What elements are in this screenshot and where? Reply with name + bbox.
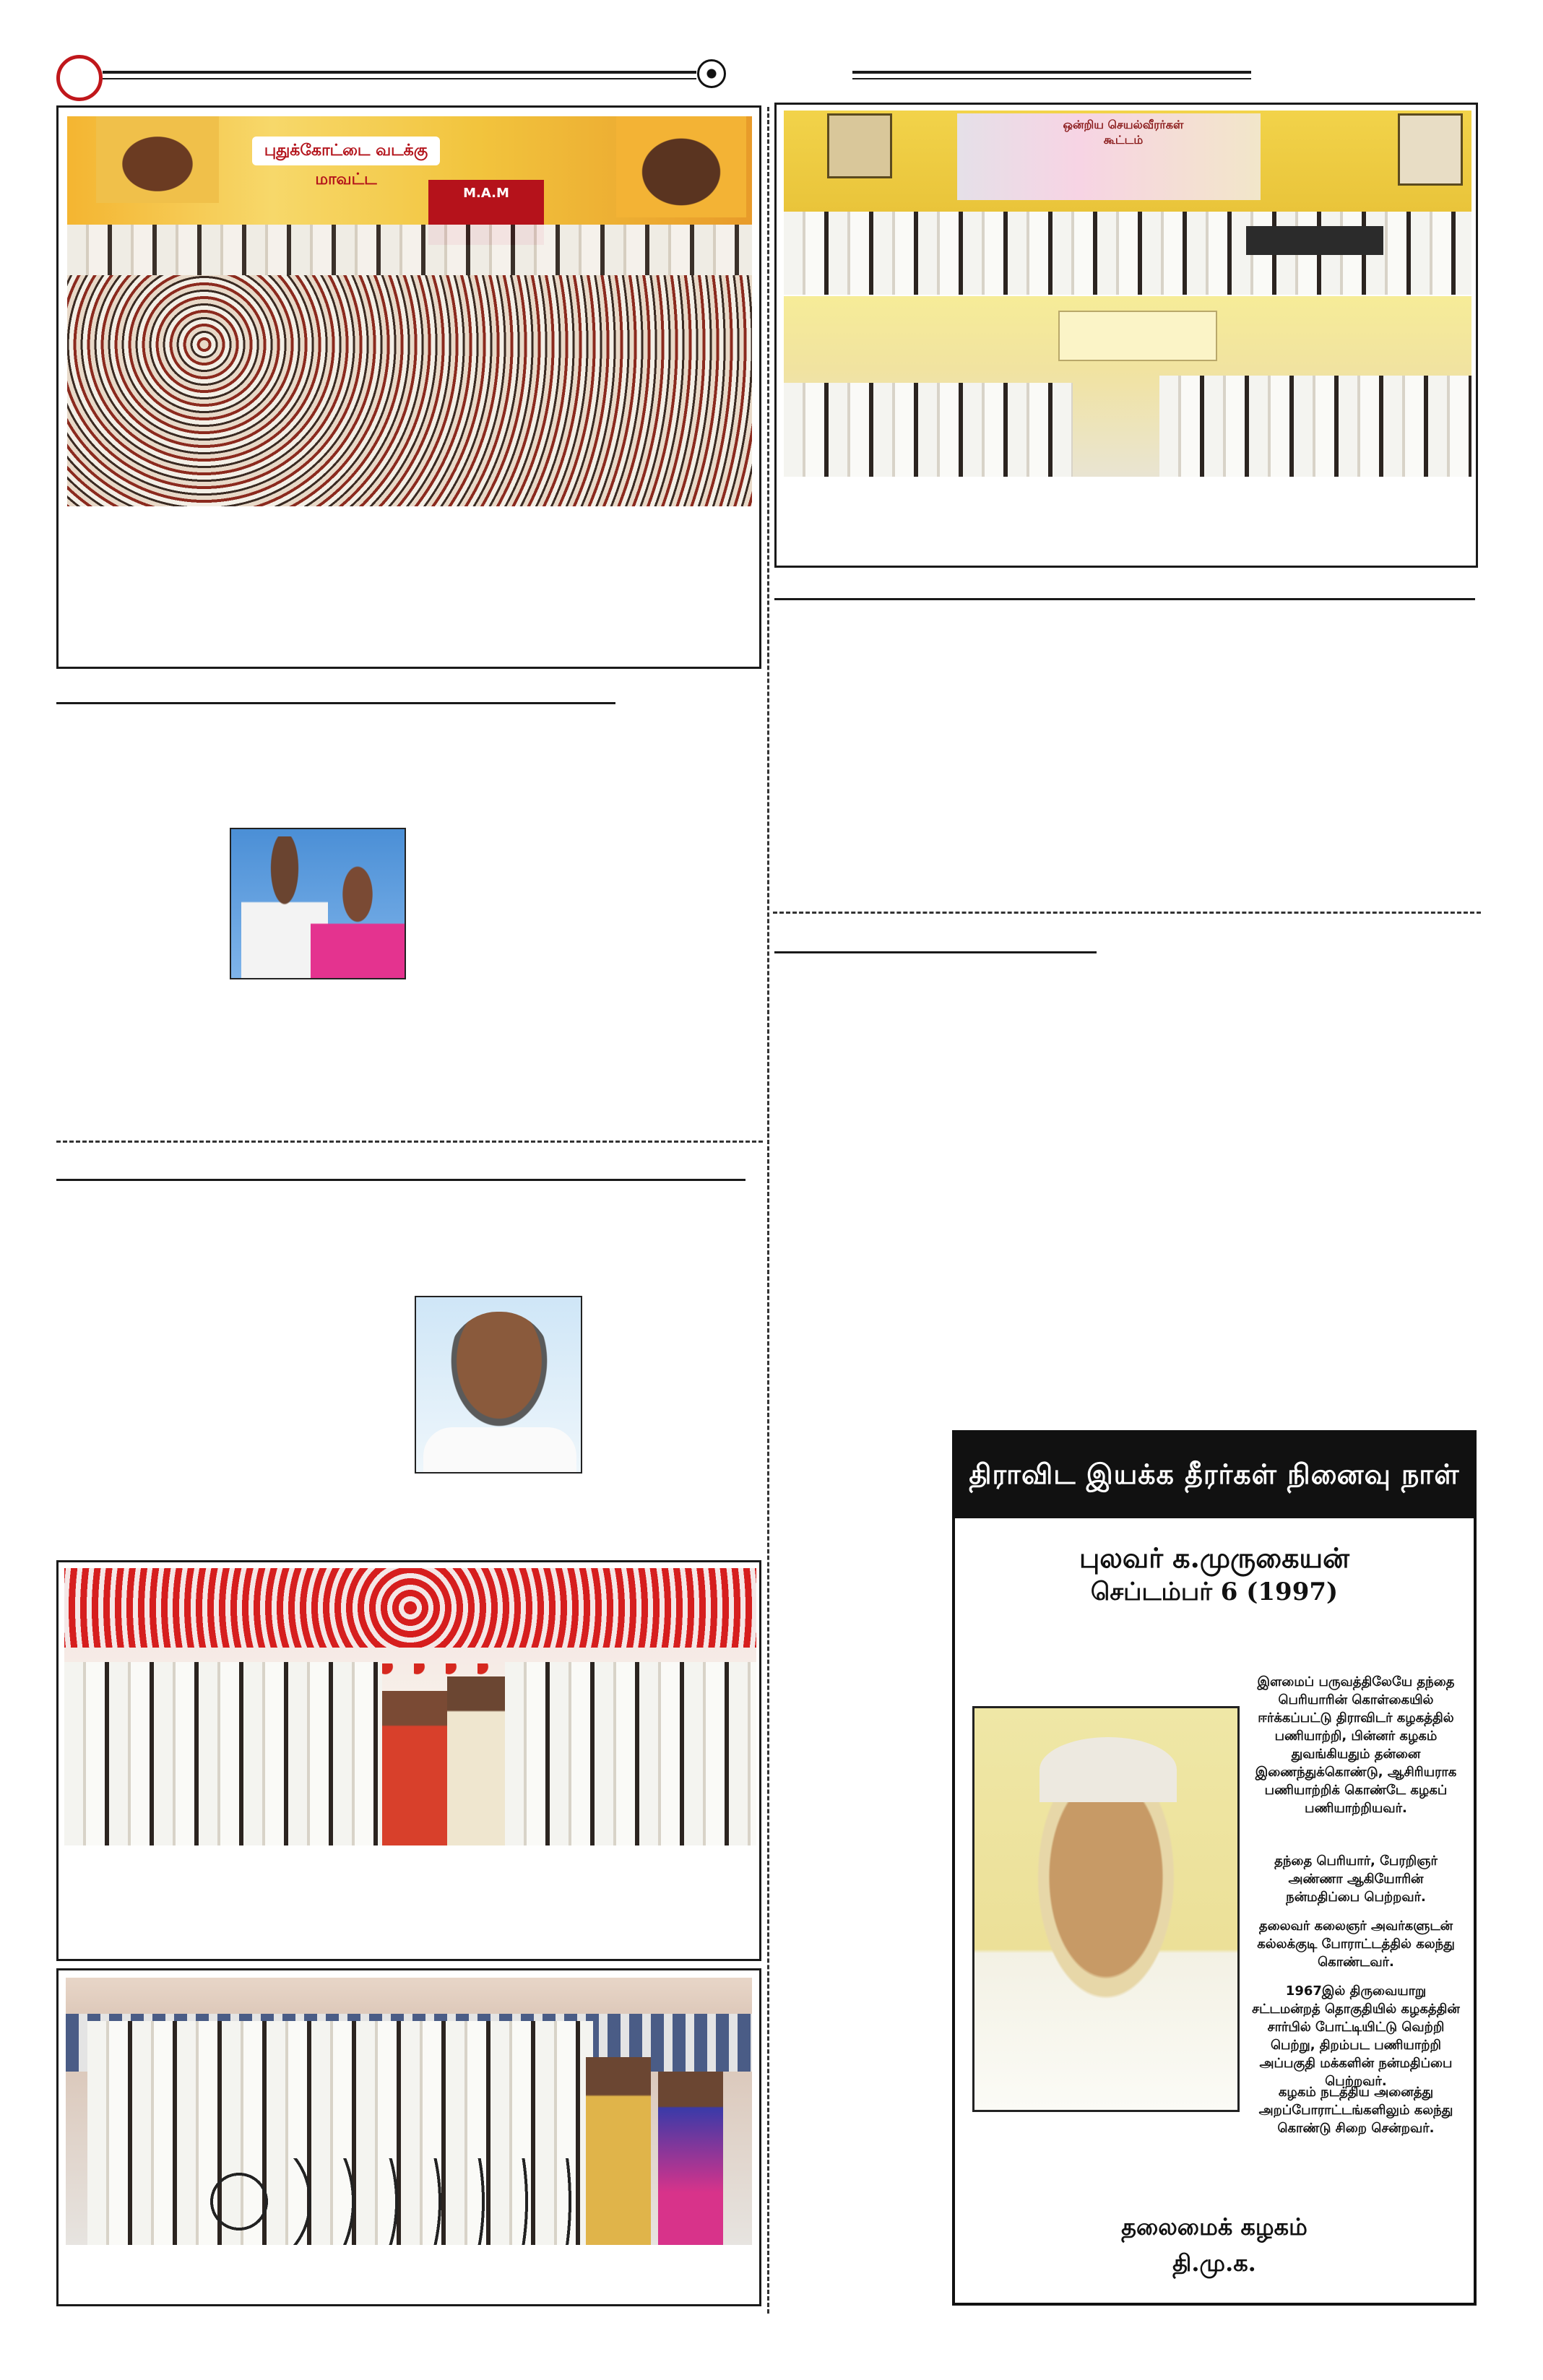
left-article-rule <box>56 702 615 704</box>
memorial-date: செப்டம்பர் 6 (1997) <box>1090 1578 1339 1606</box>
stage-banner-text: புதுக்கோட்டை வடக்கு மாவட்ட <box>252 137 440 165</box>
wall-portrait-left <box>827 113 892 178</box>
masthead-rule-right-thin <box>852 78 1251 79</box>
audience-crowd <box>67 275 752 506</box>
memorial-para-5: கழகம் நடத்திய அனைத்து அறப்போராட்டங்களிலும் கலந்து கொண்டு சிறை சென்றவர். <box>1258 2085 1453 2136</box>
memorial-portrait <box>972 1706 1240 2112</box>
leader-face <box>445 1312 553 1435</box>
podium-label: M.A.M <box>463 186 509 201</box>
memorial-notice <box>952 1430 1477 2306</box>
leader-shirt <box>423 1427 576 1474</box>
lady-saree-1 <box>586 2057 651 2245</box>
meeting-photo-hall <box>784 296 1471 477</box>
right-article-rule <box>774 598 1475 600</box>
memorial-footer-party: தி.மு.க. <box>1172 2249 1256 2277</box>
memorial-para-4: 1967இல் திருவையாறு சட்டமன்றத் தொகுதியில் கழகத்தின் சார்பில் போட்டியிட்டு வெற்றி பெற்று, திறம்பட பணியாற்றி அப்பகுதி மக்களின் நன்மதிப்பை பெற்றவர். <box>1252 1983 1460 2089</box>
memorial-para-2: தந்தை பெரியார், பேரறிஞர் அண்ணா ஆகியோரின் நன்மதிப்பை பெற்றவர். <box>1274 1853 1438 1905</box>
left-article-separator <box>56 1141 763 1143</box>
bride <box>382 1691 447 1845</box>
lady-saree-2 <box>658 2072 723 2245</box>
left-article2-rule <box>56 1179 745 1181</box>
wedding-photo <box>64 1568 756 1845</box>
floral-garland <box>64 1568 756 1648</box>
portrait-woman <box>311 865 405 979</box>
speaker-mic <box>1246 226 1383 255</box>
sun-emblem-icon <box>697 59 726 88</box>
memorial-para-1: இளமைப் பருவத்திலேயே தந்தை பெரியாரின் கொள்கையில் ஈர்க்கப்பட்டு திராவிடர் கழகத்தில் பணியாற்றி, பின்னர் கழகம் துவங்கியதும் தன்னை இணைந்துக்கொண்டு, ஆசிரியராக பணியாற்றிக் கொண்டே கழகப் பணியாற்றியவர். <box>1255 1674 1457 1816</box>
meeting-photo-box <box>774 103 1478 568</box>
leader-portrait-left <box>96 116 219 203</box>
rally-photo <box>67 116 752 506</box>
wedding-guests-right <box>505 1662 756 1845</box>
wedding-photo-box <box>56 1560 761 1961</box>
masthead-rule <box>103 71 696 74</box>
memorial-footer-org: தலைமைக் கழகம் <box>1121 2213 1308 2241</box>
hall-attendees-right <box>1159 376 1471 477</box>
wedding-guests-left <box>64 1662 382 1845</box>
right-article-separator <box>773 912 1481 914</box>
memorial-person-name: புலவர் க.முருகையன் <box>1079 1541 1349 1574</box>
meeting-banner-text: ஒன்றிய செயல்வீரர்கள் கூட்டம் <box>1063 118 1184 147</box>
meeting-photo-top <box>784 111 1471 295</box>
hall-back-wall <box>1058 311 1217 361</box>
page-emblem-circle <box>56 55 103 101</box>
memorial-portrait-hair <box>1040 1737 1177 1802</box>
right-article2-rule <box>774 951 1097 953</box>
leader-portrait-right <box>616 116 746 217</box>
groom <box>447 1676 505 1845</box>
bicycle-photo <box>66 1978 752 2245</box>
rally-photo-box <box>56 105 761 669</box>
column-divider <box>767 107 769 2314</box>
wall-portrait-right <box>1398 113 1463 186</box>
bicycles <box>196 2158 600 2245</box>
hall-attendees-left <box>784 383 1073 477</box>
masthead-rule-thin <box>103 78 696 79</box>
leader-portrait <box>415 1296 582 1474</box>
memorial-heading: திராவிட இயக்க தீரர்கள் நினைவு நாள் <box>955 1433 1474 1518</box>
bicycle-photo-box <box>56 1968 761 2306</box>
memorial-para-3: தலைவர் கலைஞர் அவர்களுடன் கல்லக்குடி போராட்டத்தில் கலந்து கொண்டவர். <box>1257 1918 1455 1970</box>
stage-dignitaries <box>67 225 752 275</box>
masthead-rule-right <box>852 71 1251 74</box>
couple-portrait <box>230 828 406 979</box>
